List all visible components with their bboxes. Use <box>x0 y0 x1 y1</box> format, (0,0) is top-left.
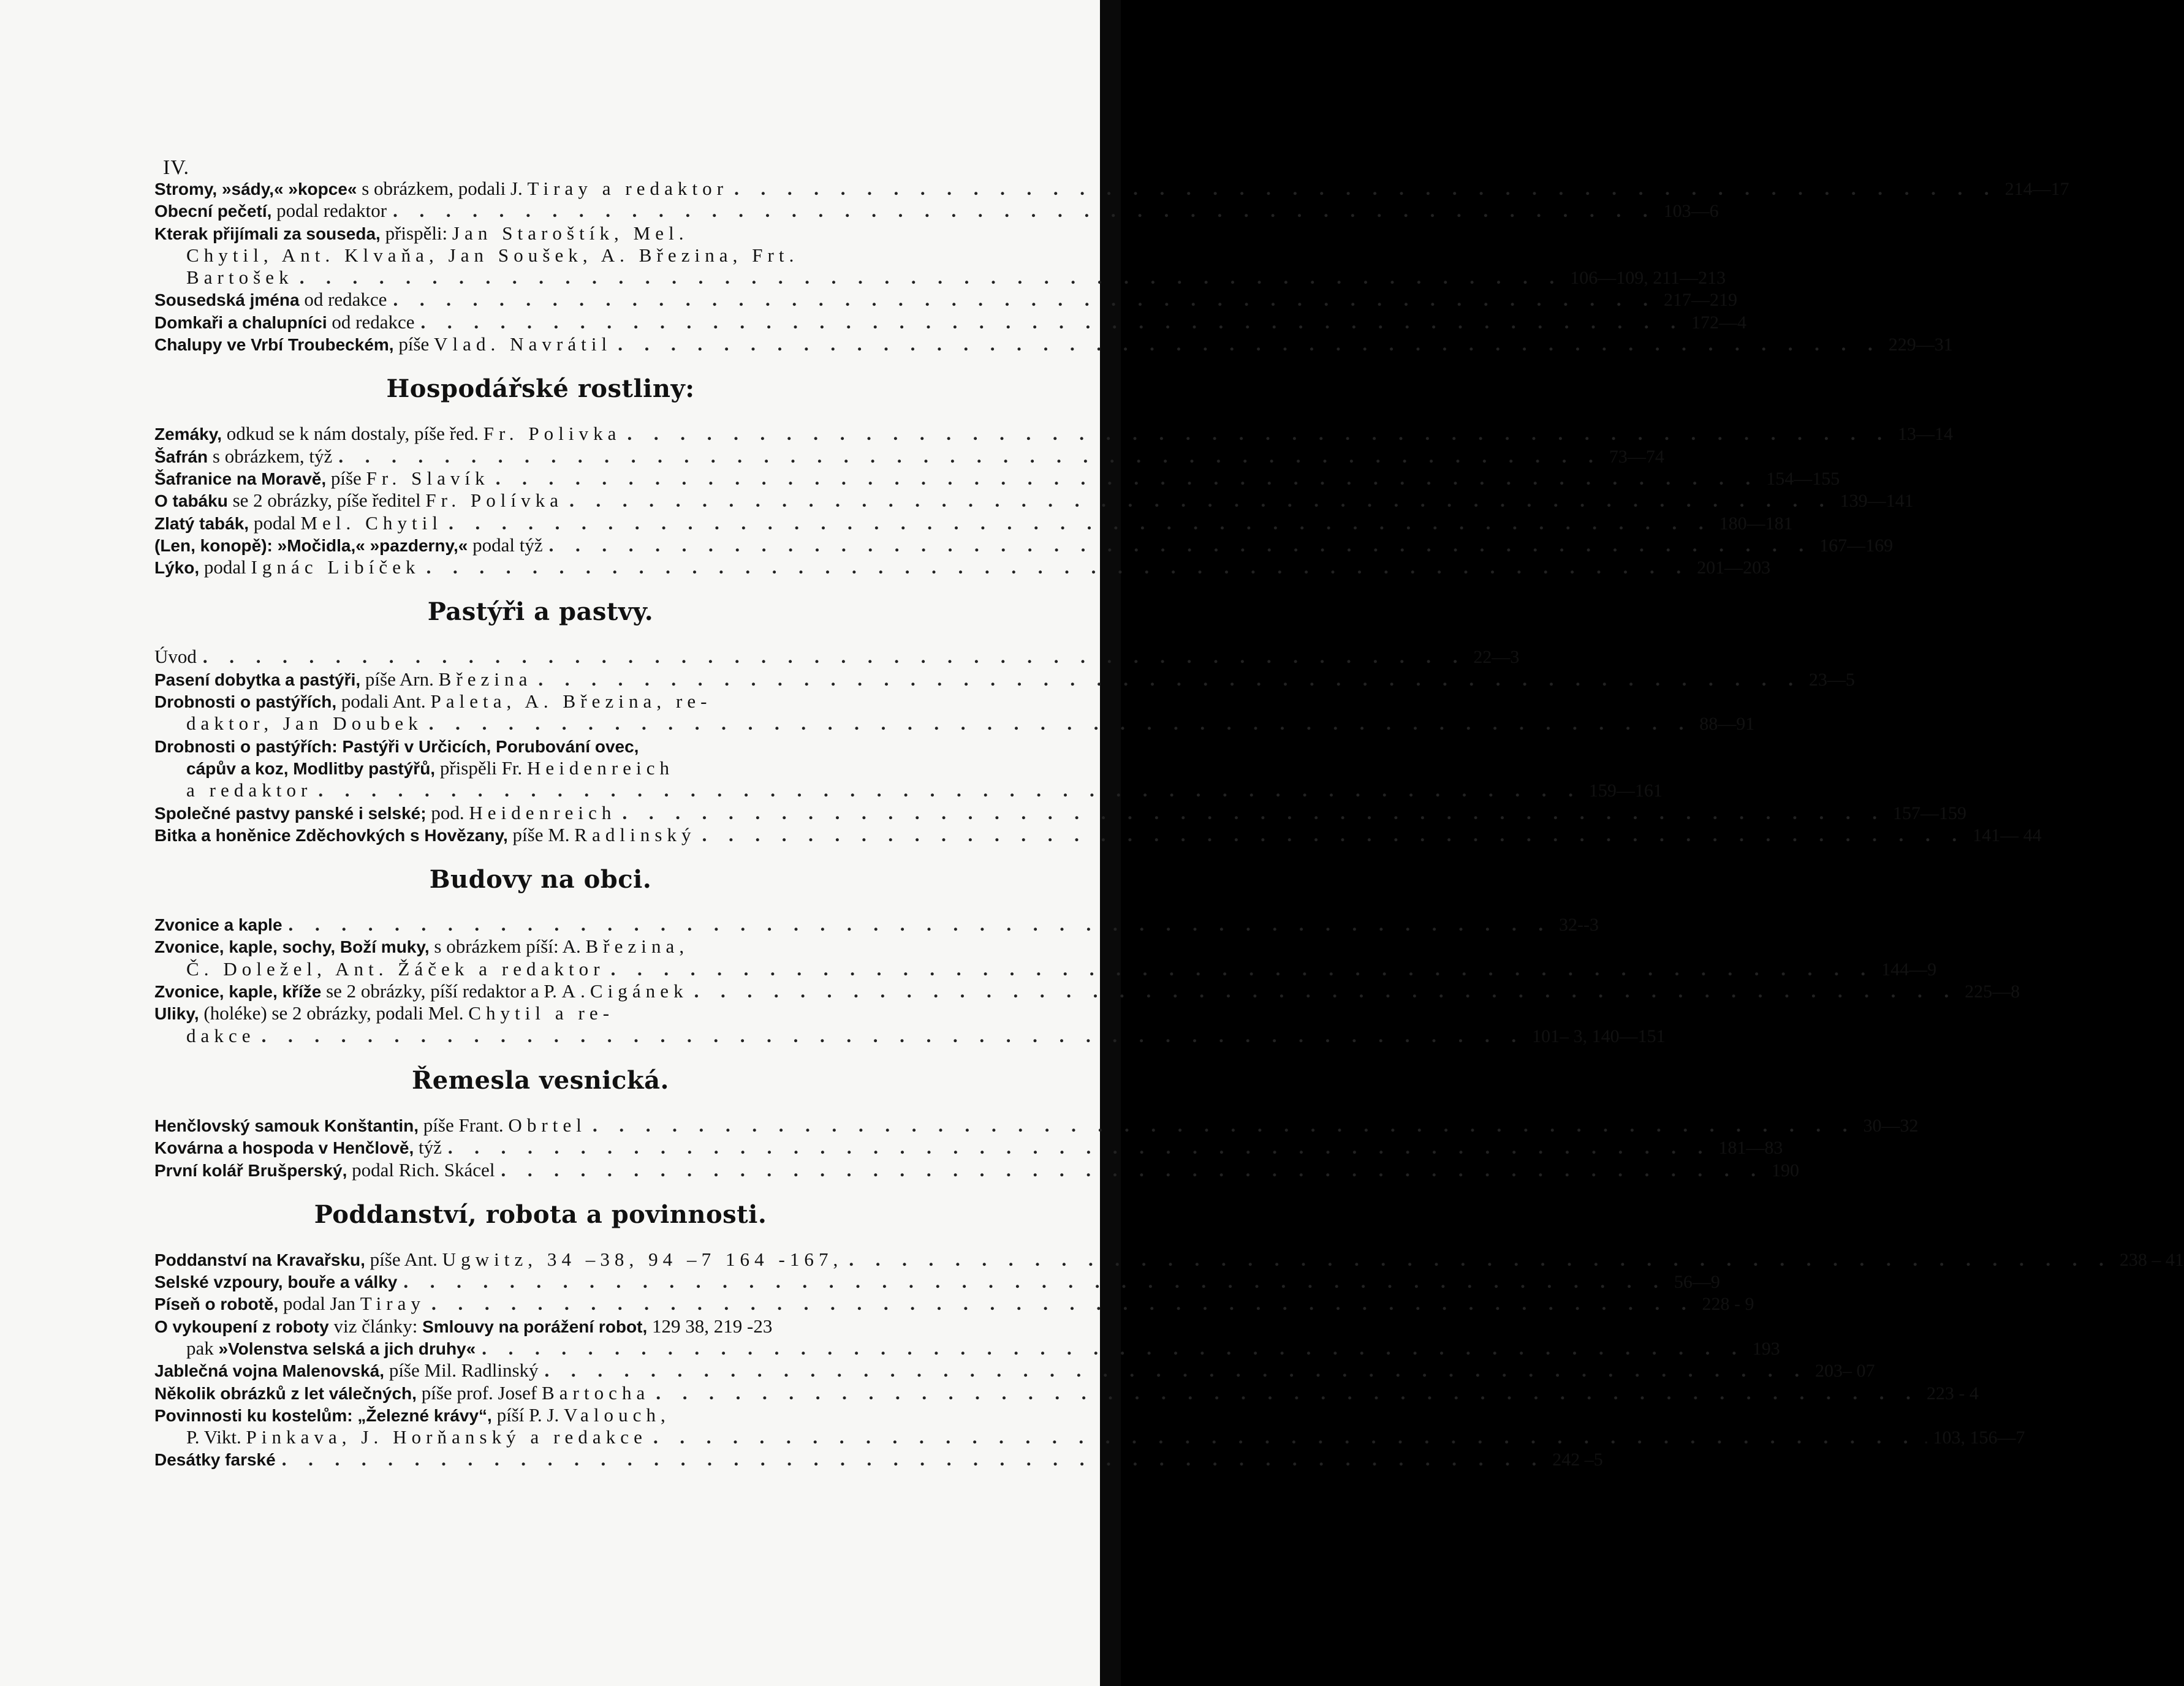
entry-title: O vykoupení z roboty <box>154 1317 329 1336</box>
page-range: 167—169 <box>1819 535 1894 556</box>
toc-entry <box>154 668 1855 690</box>
page-range: 181—83 <box>1718 1138 1783 1159</box>
entry-text <box>154 646 197 668</box>
entry-text <box>154 1359 539 1382</box>
entry-title: Zvonice, kaple, sochy, Boží muky, <box>154 937 430 957</box>
leader-dots <box>621 423 1891 445</box>
entry-title: (Len, konopě): »Močidla,« »pazderny,« <box>154 535 468 555</box>
toc-entry <box>154 1136 1783 1159</box>
toc-entry <box>154 333 1953 355</box>
toc-line <box>154 267 1726 289</box>
toc-entry <box>154 178 2069 200</box>
section-heading: Pastýři a pastvy. <box>427 597 654 627</box>
toc-entry <box>154 646 1520 668</box>
entry-text <box>154 1382 650 1405</box>
toc-line <box>154 958 1937 980</box>
entry-title: Obecní pečetí, <box>154 202 272 221</box>
entry-desc: od redakce <box>327 311 415 333</box>
entry-title: Stromy, »sády,« »kopce« <box>154 180 357 198</box>
entry-title: Zemáky, <box>154 425 222 444</box>
toc-entry <box>154 490 1914 512</box>
entry-title: Sousedská jména <box>154 290 300 310</box>
toc-line <box>154 512 1793 534</box>
entry-title: Henčlovský samouk Konštantin, <box>154 1116 419 1135</box>
entry-text <box>186 779 312 801</box>
leader-dots <box>688 980 1958 1002</box>
leader-dots <box>415 311 1685 333</box>
entry-title: Jablečná vojna Malenovská, <box>154 1361 385 1381</box>
leader-dots <box>650 1382 1919 1404</box>
leader-dots <box>420 556 1690 578</box>
entry-author: Březina <box>438 668 533 690</box>
entry-author: Mel. Chytil <box>300 512 443 534</box>
entry-desc: podali Ant. <box>336 690 431 713</box>
toc-entry <box>154 1404 2025 1449</box>
entry-text <box>186 713 423 735</box>
entry-desc: odkud se k nám dostaly, píše řed. <box>222 423 483 445</box>
entry-title: Bitka a honěnice Zděchovkých s Hovězany, <box>154 825 508 845</box>
entry-text <box>154 200 387 222</box>
entry-desc: přispěli Fr. <box>435 757 527 779</box>
entry-title: Desátky farské <box>154 1450 276 1470</box>
page-range: 214—17 <box>2004 179 2069 199</box>
entry-text <box>154 824 696 847</box>
entry-title: Píseň o robotě, <box>154 1295 279 1314</box>
page-range: 32--3 <box>1559 915 1599 936</box>
entry-title: Několik obrázků z let válečných, <box>154 1383 417 1403</box>
entry-text <box>154 333 612 356</box>
entry-desc: podal redaktor <box>271 200 387 222</box>
toc-entry <box>154 1382 1979 1404</box>
page-range: 141— 44 <box>1973 825 2042 845</box>
entry-text <box>186 1337 476 1360</box>
toc-entry <box>154 801 1966 824</box>
leader-dots <box>197 646 1466 668</box>
toc-line <box>154 980 2020 1002</box>
entry-text <box>154 1114 586 1137</box>
entry-title: Zvonice a kaple <box>154 915 282 935</box>
page-range: 225—8 <box>1965 981 2020 1002</box>
leader-dots <box>332 445 1602 467</box>
page-range: 190 <box>1771 1160 1799 1181</box>
entry-desc: s obrázkem píší: A. <box>429 936 586 958</box>
page-range: 159—161 <box>1588 781 1663 801</box>
toc-line <box>154 690 927 713</box>
entry-text <box>186 1426 647 1448</box>
page-range: 242 –5 <box>1552 1450 1603 1470</box>
entry-title: Domkaři a chalupníci <box>154 312 327 332</box>
entry-author: Vlad. Navrátil <box>434 333 612 355</box>
page-range: 172—4 <box>1691 312 1747 333</box>
toc-line <box>154 801 1966 824</box>
entry-author: dakce <box>186 1024 256 1046</box>
entry-text <box>186 958 605 980</box>
toc-entry <box>154 311 1747 333</box>
entry-title: Kterak přijímali za souseda, <box>154 224 381 243</box>
entry-desc: se 2 obrázky, píší redaktor a P. <box>321 980 562 1002</box>
leader-dots <box>586 1114 1856 1136</box>
entry-author: Radlinský <box>574 823 696 845</box>
entry-text <box>154 913 282 936</box>
toc-line <box>154 423 1953 445</box>
toc-line <box>154 1315 927 1337</box>
entry-desc: podal Jan <box>278 1293 360 1315</box>
entry-text <box>154 534 543 557</box>
leader-dots <box>605 958 1875 980</box>
page-range: . 103, 156—7 <box>1924 1427 2025 1448</box>
entry-desc: podal <box>249 512 301 534</box>
toc-line <box>154 311 1747 333</box>
toc-entry <box>154 823 2042 846</box>
entry-title: Poddanství na Kravařsku, <box>154 1250 365 1269</box>
entry-author: Č. Doležel, Ant. Žáček a redaktor <box>186 958 605 980</box>
entry-text <box>154 690 712 713</box>
page-range: 193 <box>1752 1338 1780 1359</box>
page-range: 157—159 <box>1892 803 1966 823</box>
entry-text <box>154 1315 772 1338</box>
page-range: 217—219 <box>1663 290 1737 311</box>
entry-text <box>154 1249 843 1271</box>
toc-line <box>154 1426 2025 1448</box>
toc-line <box>154 490 1914 512</box>
page-range: 101– 3, 140—151 <box>1532 1026 1666 1046</box>
toc-line <box>154 779 1663 801</box>
section-heading: Poddanství, robota a povinnosti. <box>314 1200 767 1229</box>
toc-line <box>154 1448 1603 1470</box>
leader-dots <box>612 333 1881 355</box>
entry-text <box>186 1025 256 1047</box>
page-range: 228 - 9 <box>1702 1294 1754 1315</box>
leader-dots <box>294 267 1563 289</box>
entry-author: Fr. Polívka <box>425 490 564 512</box>
entry-desc: píše M. <box>507 823 575 845</box>
entry-author: Heidenreich <box>526 757 675 779</box>
toc-entry <box>154 556 1771 578</box>
entry-text <box>154 1404 670 1427</box>
entry-text <box>154 445 332 468</box>
leader-dots <box>442 1136 1712 1159</box>
toc-line <box>154 1382 1979 1404</box>
entry-desc: s obrázkem, týž <box>208 445 333 467</box>
toc-line <box>154 936 927 958</box>
entry-author: Heidenreich <box>469 801 616 823</box>
page-range: 139—141 <box>1840 491 1914 512</box>
toc-line <box>154 735 927 757</box>
entry-author: Pinkava, J. Horňanský a redakce <box>246 1426 647 1448</box>
page-range: 144—9 <box>1881 959 1937 980</box>
toc-entry <box>154 534 1894 556</box>
page-range: 201—203 <box>1697 558 1771 578</box>
entry-title: Zlatý tabák, <box>154 513 249 533</box>
entry-author: Tiray <box>360 1293 426 1315</box>
entry-desc: od redakce <box>299 289 387 311</box>
toc-entry <box>154 1448 1603 1470</box>
toc-line <box>154 913 1599 936</box>
toc-line <box>154 646 1520 668</box>
entry-title: Šafranice na Moravě, <box>154 469 327 488</box>
entry-author: Valouch, <box>564 1404 670 1426</box>
entry-text <box>154 490 563 512</box>
toc-line <box>154 1359 1875 1382</box>
leader-dots <box>387 200 1656 222</box>
entry-title: Selské vzpoury, bouře a války <box>154 1272 398 1292</box>
leader-dots <box>442 512 1712 534</box>
toc-entry <box>154 512 1793 534</box>
page-range: 154—155 <box>1766 468 1840 489</box>
entry-desc: píší P. J. <box>491 1404 564 1426</box>
leader-dots <box>425 1293 1695 1315</box>
leader-dots <box>495 1159 1764 1181</box>
leader-dots <box>387 289 1656 311</box>
entry-text <box>154 1271 397 1293</box>
toc-entry <box>154 445 1664 467</box>
leader-dots <box>282 913 1552 936</box>
page-range: 13—14 <box>1898 424 1953 445</box>
page-range: 88—91 <box>1699 714 1755 735</box>
toc-line <box>154 1159 1799 1181</box>
entry-author: Obrtel <box>508 1114 586 1136</box>
entry-text <box>186 244 798 267</box>
entry-title: Šafrán <box>154 447 208 466</box>
toc-line <box>154 668 1855 690</box>
leader-dots <box>397 1271 1667 1293</box>
toc-line <box>154 1136 1783 1159</box>
section-heading: Hospodářské rostliny: <box>386 374 695 404</box>
entry-title: »Volenstva selská a jich druhy« <box>218 1339 476 1358</box>
entry-title: Lýko, <box>154 558 200 578</box>
entry-desc: P. Vikt. <box>186 1426 246 1448</box>
entry-title: cápův a koz, Modlitby pastýřů, <box>186 758 436 778</box>
leader-dots <box>532 668 1802 690</box>
entry-author: daktor, Jan Doubek <box>186 713 423 735</box>
entry-text <box>186 267 294 289</box>
entry-text <box>154 289 387 311</box>
entry-text <box>154 222 689 245</box>
entry-text <box>154 467 490 490</box>
entry-text <box>154 512 442 535</box>
entry-desc: píše Arn. <box>360 668 439 690</box>
entry-text <box>154 668 532 691</box>
entry-title: Zvonice, kaple, kříže <box>154 982 322 1002</box>
entry-title: Povinnosti ku kostelům: „Železné krávy“, <box>154 1405 492 1425</box>
entry-author: Březina, <box>585 936 689 958</box>
toc-line <box>154 757 927 779</box>
toc-entry <box>154 222 1726 289</box>
entry-desc: podal Rich. Skácel <box>347 1159 495 1181</box>
table-of-contents <box>154 178 2184 1471</box>
entry-title: Drobnosti o pastýřích: Pastýři v Určicích, Porubování ovec, <box>154 736 639 756</box>
page-range: 223 - 4 <box>1926 1383 1979 1404</box>
toc-entry <box>154 1293 1754 1315</box>
toc-line <box>154 222 927 244</box>
entry-text <box>154 735 639 758</box>
entry-title: Pasení dobytka a pastýři, <box>154 670 361 689</box>
entry-desc: viz články: <box>328 1315 423 1337</box>
toc-line <box>154 534 1894 556</box>
toc-line <box>154 556 1771 578</box>
leader-dots <box>696 824 1966 846</box>
entry-title: O tabáku <box>154 491 228 511</box>
entry-text <box>154 1448 276 1471</box>
toc-line <box>154 1114 1919 1136</box>
leader-dots <box>476 1337 1745 1359</box>
toc-line <box>154 1002 927 1024</box>
section-heading: Řemesla vesnická. <box>412 1065 669 1095</box>
entry-text <box>186 757 674 780</box>
toc-line <box>154 1404 927 1426</box>
entry-text <box>154 178 728 200</box>
toc-line <box>154 178 2069 200</box>
entry-desc: píše Ant. <box>365 1248 442 1270</box>
toc-entry <box>154 423 1953 445</box>
entry-text <box>154 1293 425 1315</box>
page-range: 73—74 <box>1609 446 1664 467</box>
toc-entry <box>154 1002 1666 1047</box>
entry-title: Kovárna a hospoda v Henčlově, <box>154 1138 414 1158</box>
page-range: 229—31 <box>1888 335 1953 355</box>
entry-desc: (holéke) se 2 obrázky, podali Mel. <box>199 1002 469 1024</box>
leader-dots <box>616 802 1886 824</box>
toc-entry <box>154 1159 1799 1181</box>
leader-dots <box>490 467 1759 490</box>
leader-dots <box>539 1359 1808 1382</box>
toc-line <box>154 289 1737 311</box>
toc-line <box>154 1248 2184 1271</box>
entry-author: a redaktor <box>186 779 313 801</box>
page-range: 238 – 41 <box>2119 1249 2184 1270</box>
toc-line <box>154 1293 1754 1315</box>
entry-title: Společné pastvy panské i selské; <box>154 803 427 823</box>
leader-dots <box>563 490 1833 512</box>
toc-line <box>154 333 1953 355</box>
leader-dots <box>543 534 1813 556</box>
toc-line <box>154 244 927 267</box>
entry-author: Paleta, A. Březina, re- <box>430 690 712 713</box>
page-range: 23—5 <box>1808 669 1855 690</box>
leader-dots <box>423 713 1693 735</box>
entry-author: Fr. Polivka <box>483 423 621 445</box>
entry-title: Uliky, <box>154 1004 199 1024</box>
page-range: 22—3 <box>1473 647 1520 668</box>
entry-text <box>154 311 415 334</box>
entry-text <box>154 802 616 825</box>
entry-ref-pages: 129 38, 219 -23 <box>647 1315 773 1337</box>
entry-text <box>154 980 688 1003</box>
toc-line <box>154 200 1719 222</box>
toc-line <box>154 823 2042 846</box>
toc-line <box>154 1271 1720 1293</box>
page-range: 56—9 <box>1674 1272 1720 1293</box>
entry-desc: podal týž <box>468 534 543 556</box>
entry-author: Bartocha <box>542 1382 650 1404</box>
entry-desc: píše Frant. <box>419 1114 509 1136</box>
entry-desc: s obrázkem, podali J. <box>357 178 528 199</box>
entry-author: Fr. Slavík <box>366 467 490 489</box>
entry-title: Drobnosti o pastýřích, <box>154 692 337 712</box>
entry-title: Chalupy ve Vrbí Troubeckém, <box>154 335 394 355</box>
toc-entry <box>154 1271 1720 1293</box>
section-heading: Budovy na obci. <box>429 865 652 894</box>
toc-line <box>154 445 1664 467</box>
page-range: 103—6 <box>1663 201 1719 222</box>
entry-author: Tiray a redaktor <box>527 178 729 199</box>
toc-line <box>154 713 1755 735</box>
entry-desc: píše <box>393 333 434 355</box>
page-range: 203– 07 <box>1815 1361 1875 1382</box>
entry-lead: pak <box>186 1337 219 1359</box>
toc-entry <box>154 467 1840 490</box>
entry-author: Chytil, Ant. Klvaňa, Jan Soušek, A. Březina, Frt. <box>186 244 799 266</box>
entry-desc: píše prof. Josef <box>416 1382 542 1404</box>
entry-title: První kolář Brušperský, <box>154 1160 347 1180</box>
entry-desc: se 2 obrázky, píše ředitel <box>227 490 426 512</box>
entry-text <box>154 936 689 958</box>
entry-author: Bartošek <box>186 267 294 289</box>
entry-author: Jan Staroštík, Mel. <box>452 222 689 244</box>
toc-entry <box>154 289 1737 311</box>
entry-title-ref: Smlouvy na porážení robot, <box>422 1317 648 1336</box>
leader-dots <box>256 1025 1525 1047</box>
page-range: 106—109, 211—213 <box>1570 268 1726 289</box>
entry-desc: přispěli: <box>380 222 452 244</box>
entry-desc: píše <box>326 467 366 489</box>
leader-dots <box>728 178 1998 200</box>
toc-line <box>154 1024 1666 1047</box>
entry-author: A.Cigánek <box>561 980 688 1002</box>
entry-author: Ugwitz, 34 –38, 94 –7 164 -167, <box>442 1248 843 1270</box>
page-number: IV. <box>163 156 189 179</box>
toc-entry <box>154 913 1599 936</box>
entry-desc: píše Mil. Radlinský <box>384 1359 539 1382</box>
entry-text <box>154 423 621 445</box>
toc-entry <box>154 1248 2184 1271</box>
page-range: 180—181 <box>1719 513 1793 534</box>
leader-dots <box>843 1249 2112 1271</box>
toc-line <box>154 1337 1780 1359</box>
leader-dots <box>312 779 1582 801</box>
toc-line <box>154 467 1840 490</box>
entry-author: Ignác Libíček <box>251 556 420 578</box>
toc-entry <box>154 1114 1919 1136</box>
toc-entry <box>154 200 1719 222</box>
leader-dots <box>647 1426 1917 1448</box>
leader-dots <box>276 1448 1545 1470</box>
entry-text <box>154 1002 614 1025</box>
entry-text <box>154 1136 442 1159</box>
entry-desc: Úvod <box>154 646 197 668</box>
toc-entry <box>154 1315 1780 1360</box>
entry-desc: podal <box>199 556 251 578</box>
entry-text <box>154 556 420 579</box>
toc-entry <box>154 936 1937 980</box>
toc-entry <box>154 1359 1875 1382</box>
toc-entry <box>154 690 1755 735</box>
entry-text <box>154 1159 495 1182</box>
page-range: 30—32 <box>1863 1115 1919 1136</box>
toc-entry <box>154 735 1663 802</box>
entry-desc: pod. <box>426 801 469 823</box>
entry-author: Chytil a re- <box>468 1002 615 1024</box>
entry-desc: týž <box>414 1136 442 1159</box>
toc-entry <box>154 980 2020 1002</box>
